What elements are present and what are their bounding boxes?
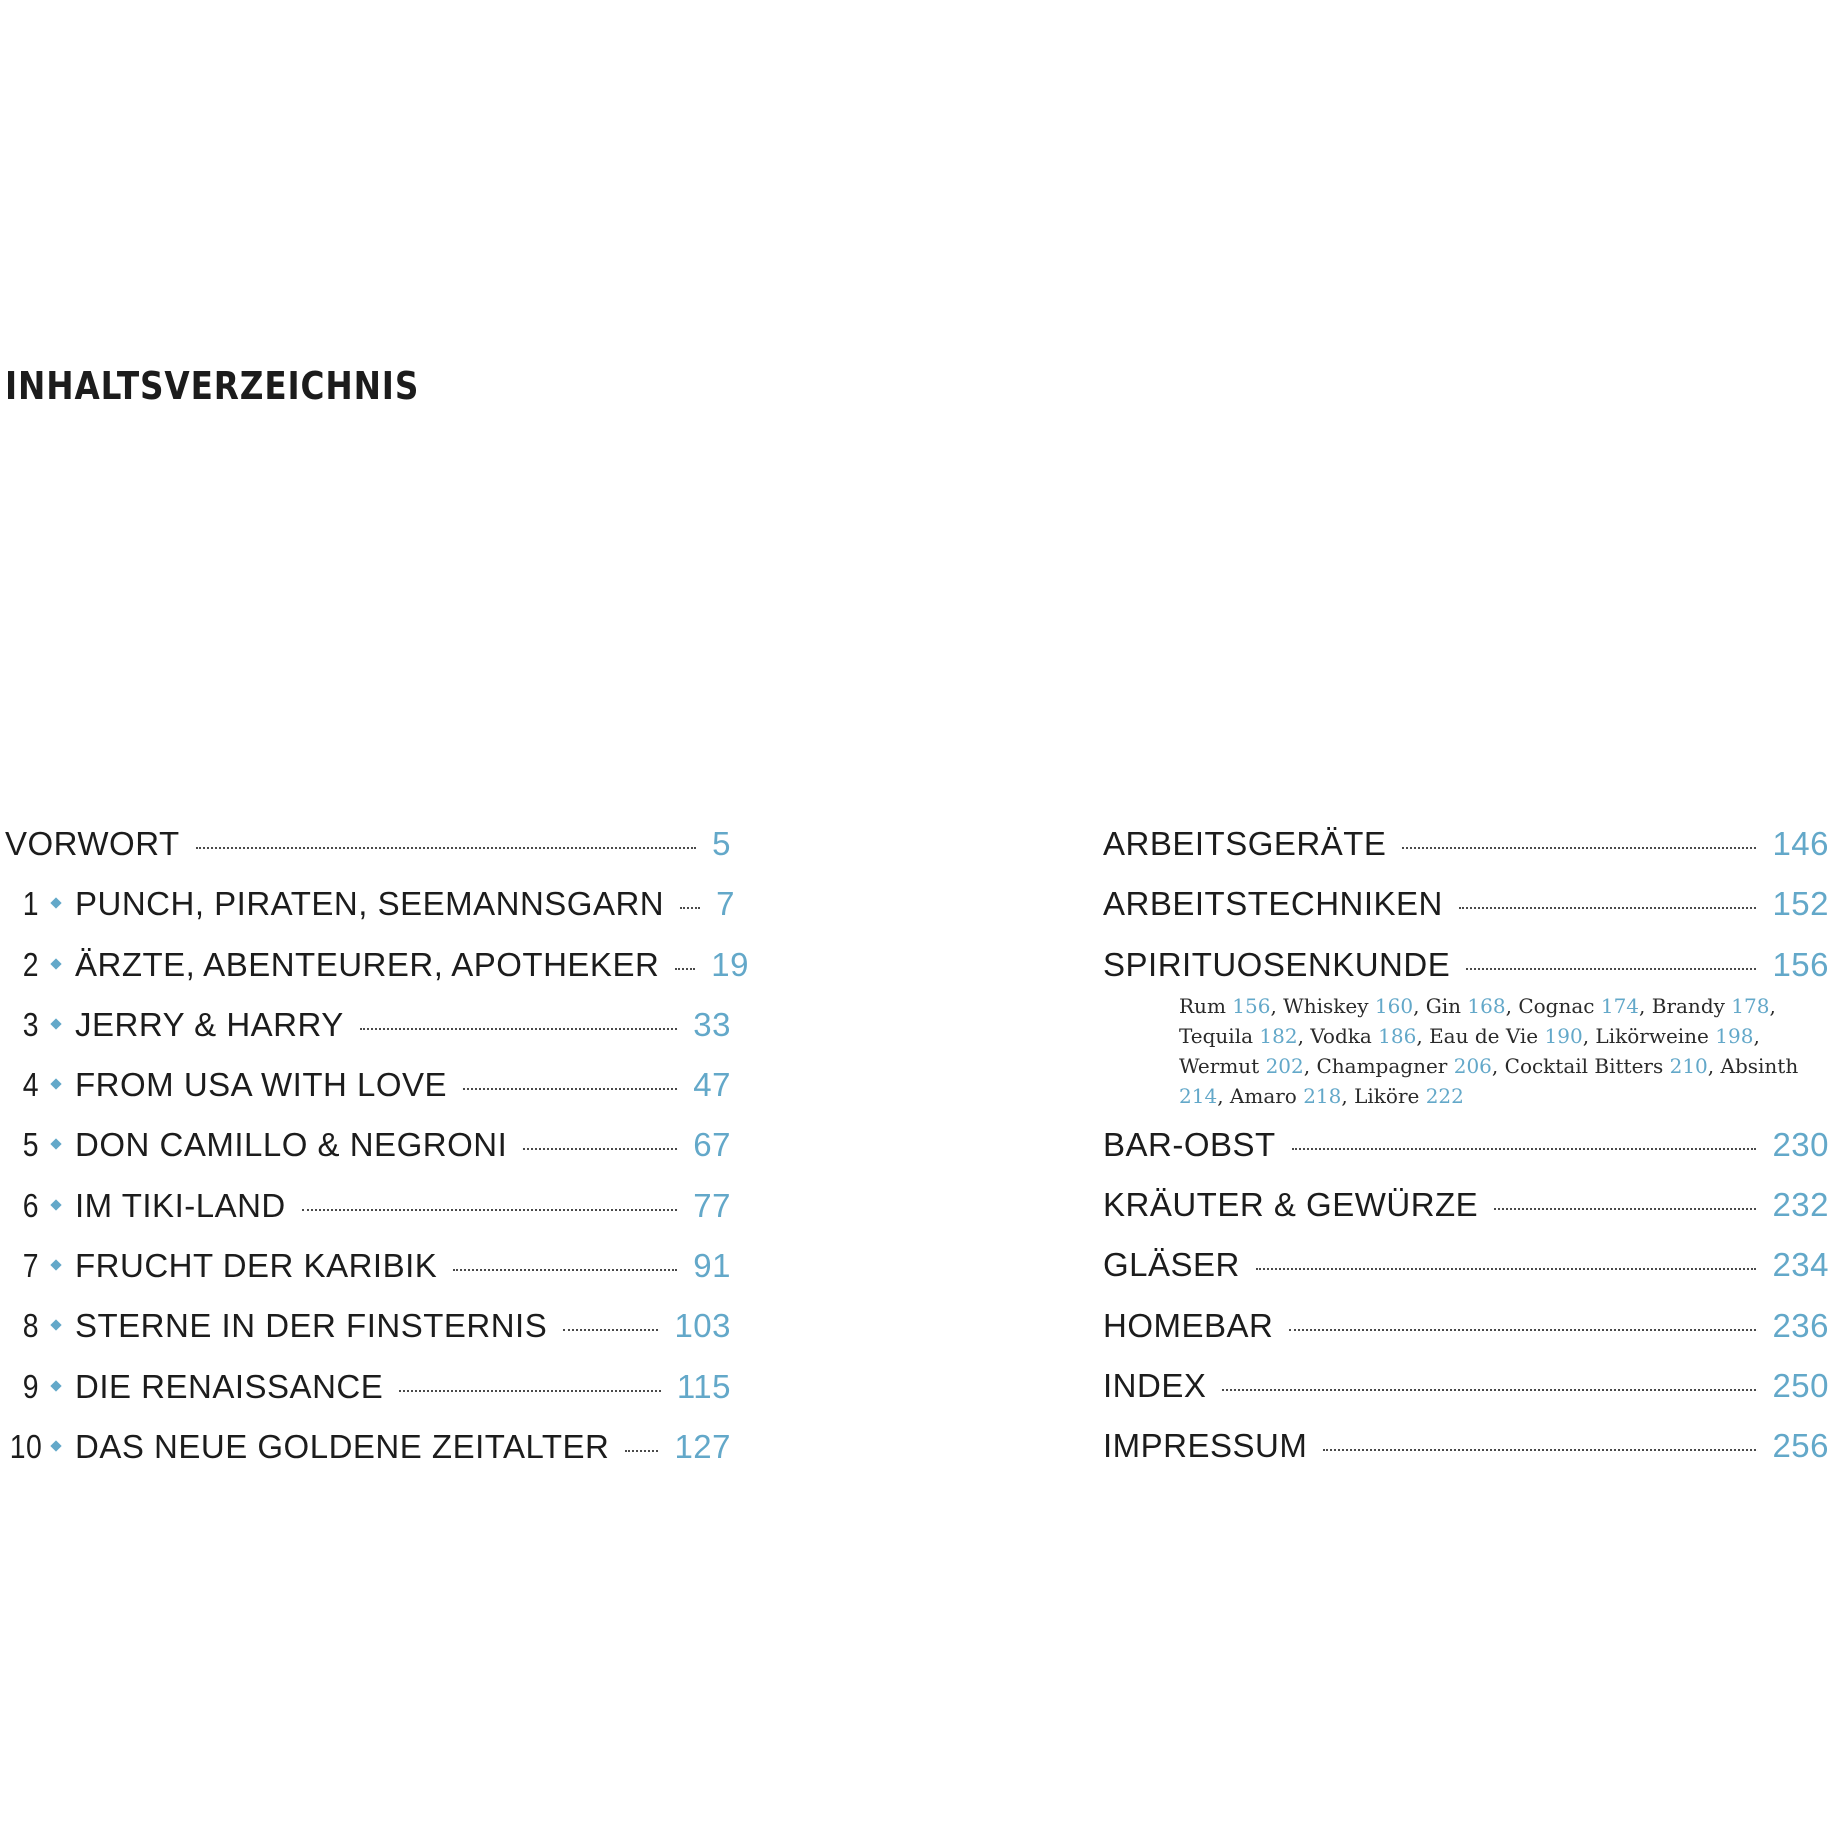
toc-entry-page: 103 (674, 1307, 731, 1345)
spirit-subentry[interactable] (1429, 1024, 1583, 1048)
toc-entry-page: 256 (1772, 1427, 1829, 1465)
toc-entry-label: DIE RENAISSANCE (75, 1367, 384, 1405)
spirit-page: 202 (1265, 1053, 1304, 1078)
spirit-subentry[interactable] (1179, 1024, 1298, 1048)
spirit-name: Gin (1425, 993, 1462, 1018)
spirit-page: 168 (1467, 993, 1506, 1018)
diamond-bullet-icon (50, 1079, 61, 1090)
toc-entry-page: 146 (1772, 825, 1829, 862)
chapter-number: 7 (22, 1247, 39, 1285)
chapter-number: 5 (22, 1126, 39, 1164)
spirit-page: 178 (1731, 993, 1770, 1018)
spirit-name: Champagner (1316, 1053, 1448, 1078)
toc-entry-spirituosenkunde[interactable] (1103, 939, 1829, 999)
dot-leader (1222, 1389, 1756, 1391)
chapter-number: 4 (22, 1066, 39, 1104)
toc-entry-label: STERNE IN DER FINSTERNIS (75, 1307, 548, 1345)
dot-leader (675, 968, 695, 970)
chapter-number: 9 (22, 1367, 39, 1405)
toc-entry-label: IM TIKI-LAND (75, 1186, 286, 1224)
spirit-name: Liköre (1354, 1083, 1420, 1108)
toc-entry-chapter-6[interactable] (5, 1180, 731, 1240)
spirit-name: Whiskey (1283, 993, 1369, 1018)
toc-entry-vorwort[interactable] (5, 818, 731, 878)
toc-entry-label: FROM USA WITH LOVE (75, 1066, 448, 1104)
toc-entry-label: JERRY & HARRY (75, 1005, 344, 1043)
toc-entry-page: 250 (1772, 1367, 1829, 1405)
toc-entry-chapter-7[interactable] (5, 1240, 731, 1300)
toc-entry-chapter-2[interactable] (5, 939, 749, 999)
toc-entry-page: 19 (711, 945, 749, 983)
toc-entry-page: 234 (1772, 1246, 1829, 1284)
toc-entry-page: 7 (716, 885, 735, 923)
dot-leader (1459, 907, 1757, 909)
dot-leader (196, 847, 697, 849)
diamond-bullet-icon (50, 898, 61, 909)
spirit-name: Wermut (1179, 1053, 1260, 1078)
toc-entry-label: GLÄSER (1103, 1246, 1240, 1284)
toc-entry-label: PUNCH, PIRATEN, SEEMANNSGARN (75, 885, 665, 923)
toc-entry-label: ARBEITSGERÄTE (1103, 825, 1387, 862)
toc-entry-chapter-10[interactable] (5, 1421, 731, 1481)
toc-entry-arbeitstechniken[interactable] (1103, 878, 1829, 938)
spirit-page: 190 (1544, 1023, 1583, 1048)
spirit-name: Eau de Vie (1429, 1023, 1539, 1048)
toc-entry-page: 91 (693, 1247, 731, 1285)
dot-leader (563, 1329, 658, 1331)
toc-entry-kraeuter-gewuerze[interactable] (1103, 1179, 1829, 1239)
spirit-name: Vodka (1310, 1023, 1372, 1048)
spirit-subentry[interactable] (1230, 1084, 1341, 1108)
spirit-subentry[interactable] (1310, 1024, 1416, 1048)
toc-entry-chapter-3[interactable] (5, 999, 731, 1059)
diamond-bullet-icon (50, 1018, 61, 1029)
toc-entry-chapter-9[interactable] (5, 1361, 731, 1421)
dot-leader (463, 1088, 677, 1090)
diamond-bullet-icon (50, 1440, 61, 1451)
spirit-subentry[interactable] (1283, 994, 1413, 1018)
spirit-page: 160 (1374, 993, 1414, 1018)
dot-leader (1494, 1208, 1756, 1210)
toc-entry-homebar[interactable] (1103, 1300, 1829, 1360)
toc-entry-chapter-1[interactable] (5, 878, 735, 938)
toc-entry-label: IMPRESSUM (1103, 1427, 1308, 1465)
dot-leader (625, 1450, 658, 1452)
toc-entry-chapter-8[interactable] (5, 1300, 731, 1360)
spirit-page: 156 (1232, 993, 1271, 1018)
spirit-subentry[interactable] (1595, 1024, 1753, 1048)
dot-leader (399, 1390, 661, 1392)
spirit-subentry[interactable] (1652, 994, 1770, 1018)
diamond-bullet-icon (50, 1199, 61, 1210)
dot-leader (1289, 1329, 1756, 1331)
chapter-number: 10 (9, 1427, 43, 1465)
toc-entry-page: 232 (1772, 1186, 1829, 1224)
toc-entry-page: 115 (676, 1367, 731, 1405)
spirit-name: Cognac (1518, 993, 1595, 1018)
spirit-subentry[interactable] (1179, 1054, 1304, 1078)
toc-entry-page: 156 (1772, 945, 1829, 983)
toc-entry-label: ÄRZTE, ABENTEURER, APOTHEKER (75, 945, 660, 983)
toc-entry-page: 77 (693, 1186, 731, 1224)
spirit-subentry[interactable] (1505, 1054, 1708, 1078)
diamond-bullet-icon (50, 1259, 61, 1270)
toc-entry-page: 127 (674, 1427, 731, 1465)
dot-leader (1323, 1449, 1756, 1451)
dot-leader (360, 1028, 678, 1030)
spirit-page: 218 (1303, 1083, 1342, 1108)
dot-leader (302, 1209, 678, 1211)
spirit-subentry[interactable] (1179, 994, 1270, 1018)
spirit-name: Brandy (1651, 993, 1725, 1018)
spirit-name: Rum (1179, 993, 1226, 1018)
chapter-number: 1 (22, 885, 39, 923)
toc-entry-page: 33 (693, 1005, 731, 1043)
spirit-name: Tequila (1179, 1023, 1254, 1048)
toc-entry-label: FRUCHT DER KARIBIK (75, 1247, 438, 1285)
spirit-subentry[interactable] (1316, 1054, 1491, 1078)
toc-entry-chapter-5[interactable] (5, 1119, 731, 1179)
toc-left-column (5, 818, 749, 1481)
toc-entry-index[interactable] (1103, 1360, 1829, 1420)
toc-entry-label: KRÄUTER & GEWÜRZE (1103, 1186, 1479, 1224)
spirit-page: 206 (1453, 1053, 1492, 1078)
toc-entry-label: SPIRITUOSENKUNDE (1103, 945, 1451, 983)
toc-entry-label: HOMEBAR (1103, 1306, 1274, 1344)
toc-entry-label: DAS NEUE GOLDENE ZEITALTER (75, 1427, 610, 1465)
spirit-name: Amaro (1229, 1083, 1297, 1108)
toc-entry-label: BAR-OBST (1103, 1125, 1276, 1163)
toc-entry-glaeser[interactable] (1103, 1239, 1829, 1299)
toc-entry-page: 5 (712, 825, 731, 862)
toc-entry-page: 230 (1772, 1125, 1829, 1163)
spirits-subentries: Rum 156, Whiskey 160, Gin 168, Cognac 174, Brandy 178, Tequila 182, Vodka 186, Eau de Vie 190, Likörweine 198, Wermut 202, Champagner 206, Cocktail Bitters 210, Absinth 214, Amaro 218, Liköre 222 (1179, 993, 1799, 1108)
dot-leader (1402, 847, 1756, 849)
page-title: INHALTSVERZEICHNIS (5, 364, 420, 408)
toc-entry-page: 67 (693, 1126, 731, 1164)
spirit-page: 186 (1378, 1023, 1417, 1048)
diamond-bullet-icon (50, 1380, 61, 1391)
toc-entry-label: ARBEITSTECHNIKEN (1103, 885, 1443, 923)
spirit-page: 182 (1259, 1023, 1298, 1048)
spirit-page: 174 (1600, 993, 1640, 1018)
toc-entry-page: 152 (1772, 885, 1829, 923)
spirit-page: 222 (1425, 1083, 1464, 1108)
toc-entry-chapter-4[interactable] (5, 1059, 731, 1119)
spirit-subentry[interactable] (1426, 994, 1506, 1018)
toc-entry-label: INDEX (1103, 1367, 1207, 1405)
dot-leader (1292, 1148, 1757, 1150)
toc-entry-label: DON CAMILLO & NEGRONI (75, 1126, 508, 1164)
toc-right-column (1103, 818, 1829, 1481)
toc-entry-page: 47 (693, 1066, 731, 1104)
spirit-page: 198 (1715, 1023, 1754, 1048)
diamond-bullet-icon (50, 1139, 61, 1150)
dot-leader (453, 1269, 677, 1271)
dot-leader (1466, 968, 1756, 970)
chapter-number: 2 (22, 945, 39, 983)
dot-leader (1256, 1268, 1757, 1270)
chapter-number: 8 (22, 1307, 39, 1345)
chapter-number: 6 (22, 1186, 39, 1224)
spirit-name: Absinth (1720, 1053, 1799, 1078)
toc-entry-arbeitsgeraete[interactable] (1103, 818, 1829, 878)
dot-leader (680, 907, 700, 909)
toc-entry-page: 236 (1772, 1306, 1829, 1344)
spirit-page: 210 (1669, 1053, 1708, 1078)
dot-leader (523, 1148, 677, 1150)
spirit-name: Cocktail Bitters (1504, 1053, 1664, 1078)
diamond-bullet-icon (50, 1320, 61, 1331)
spirit-subentry[interactable] (1354, 1084, 1464, 1108)
toc-entry-label: VORWORT (5, 825, 180, 862)
spirit-subentry[interactable] (1518, 994, 1639, 1018)
toc-entry-impressum[interactable] (1103, 1420, 1829, 1480)
spirit-page: 214 (1179, 1083, 1218, 1108)
diamond-bullet-icon (50, 958, 61, 969)
spirit-name: Likörweine (1595, 1023, 1709, 1048)
toc-entry-bar-obst[interactable] (1103, 1119, 1829, 1179)
chapter-number: 3 (22, 1005, 39, 1043)
